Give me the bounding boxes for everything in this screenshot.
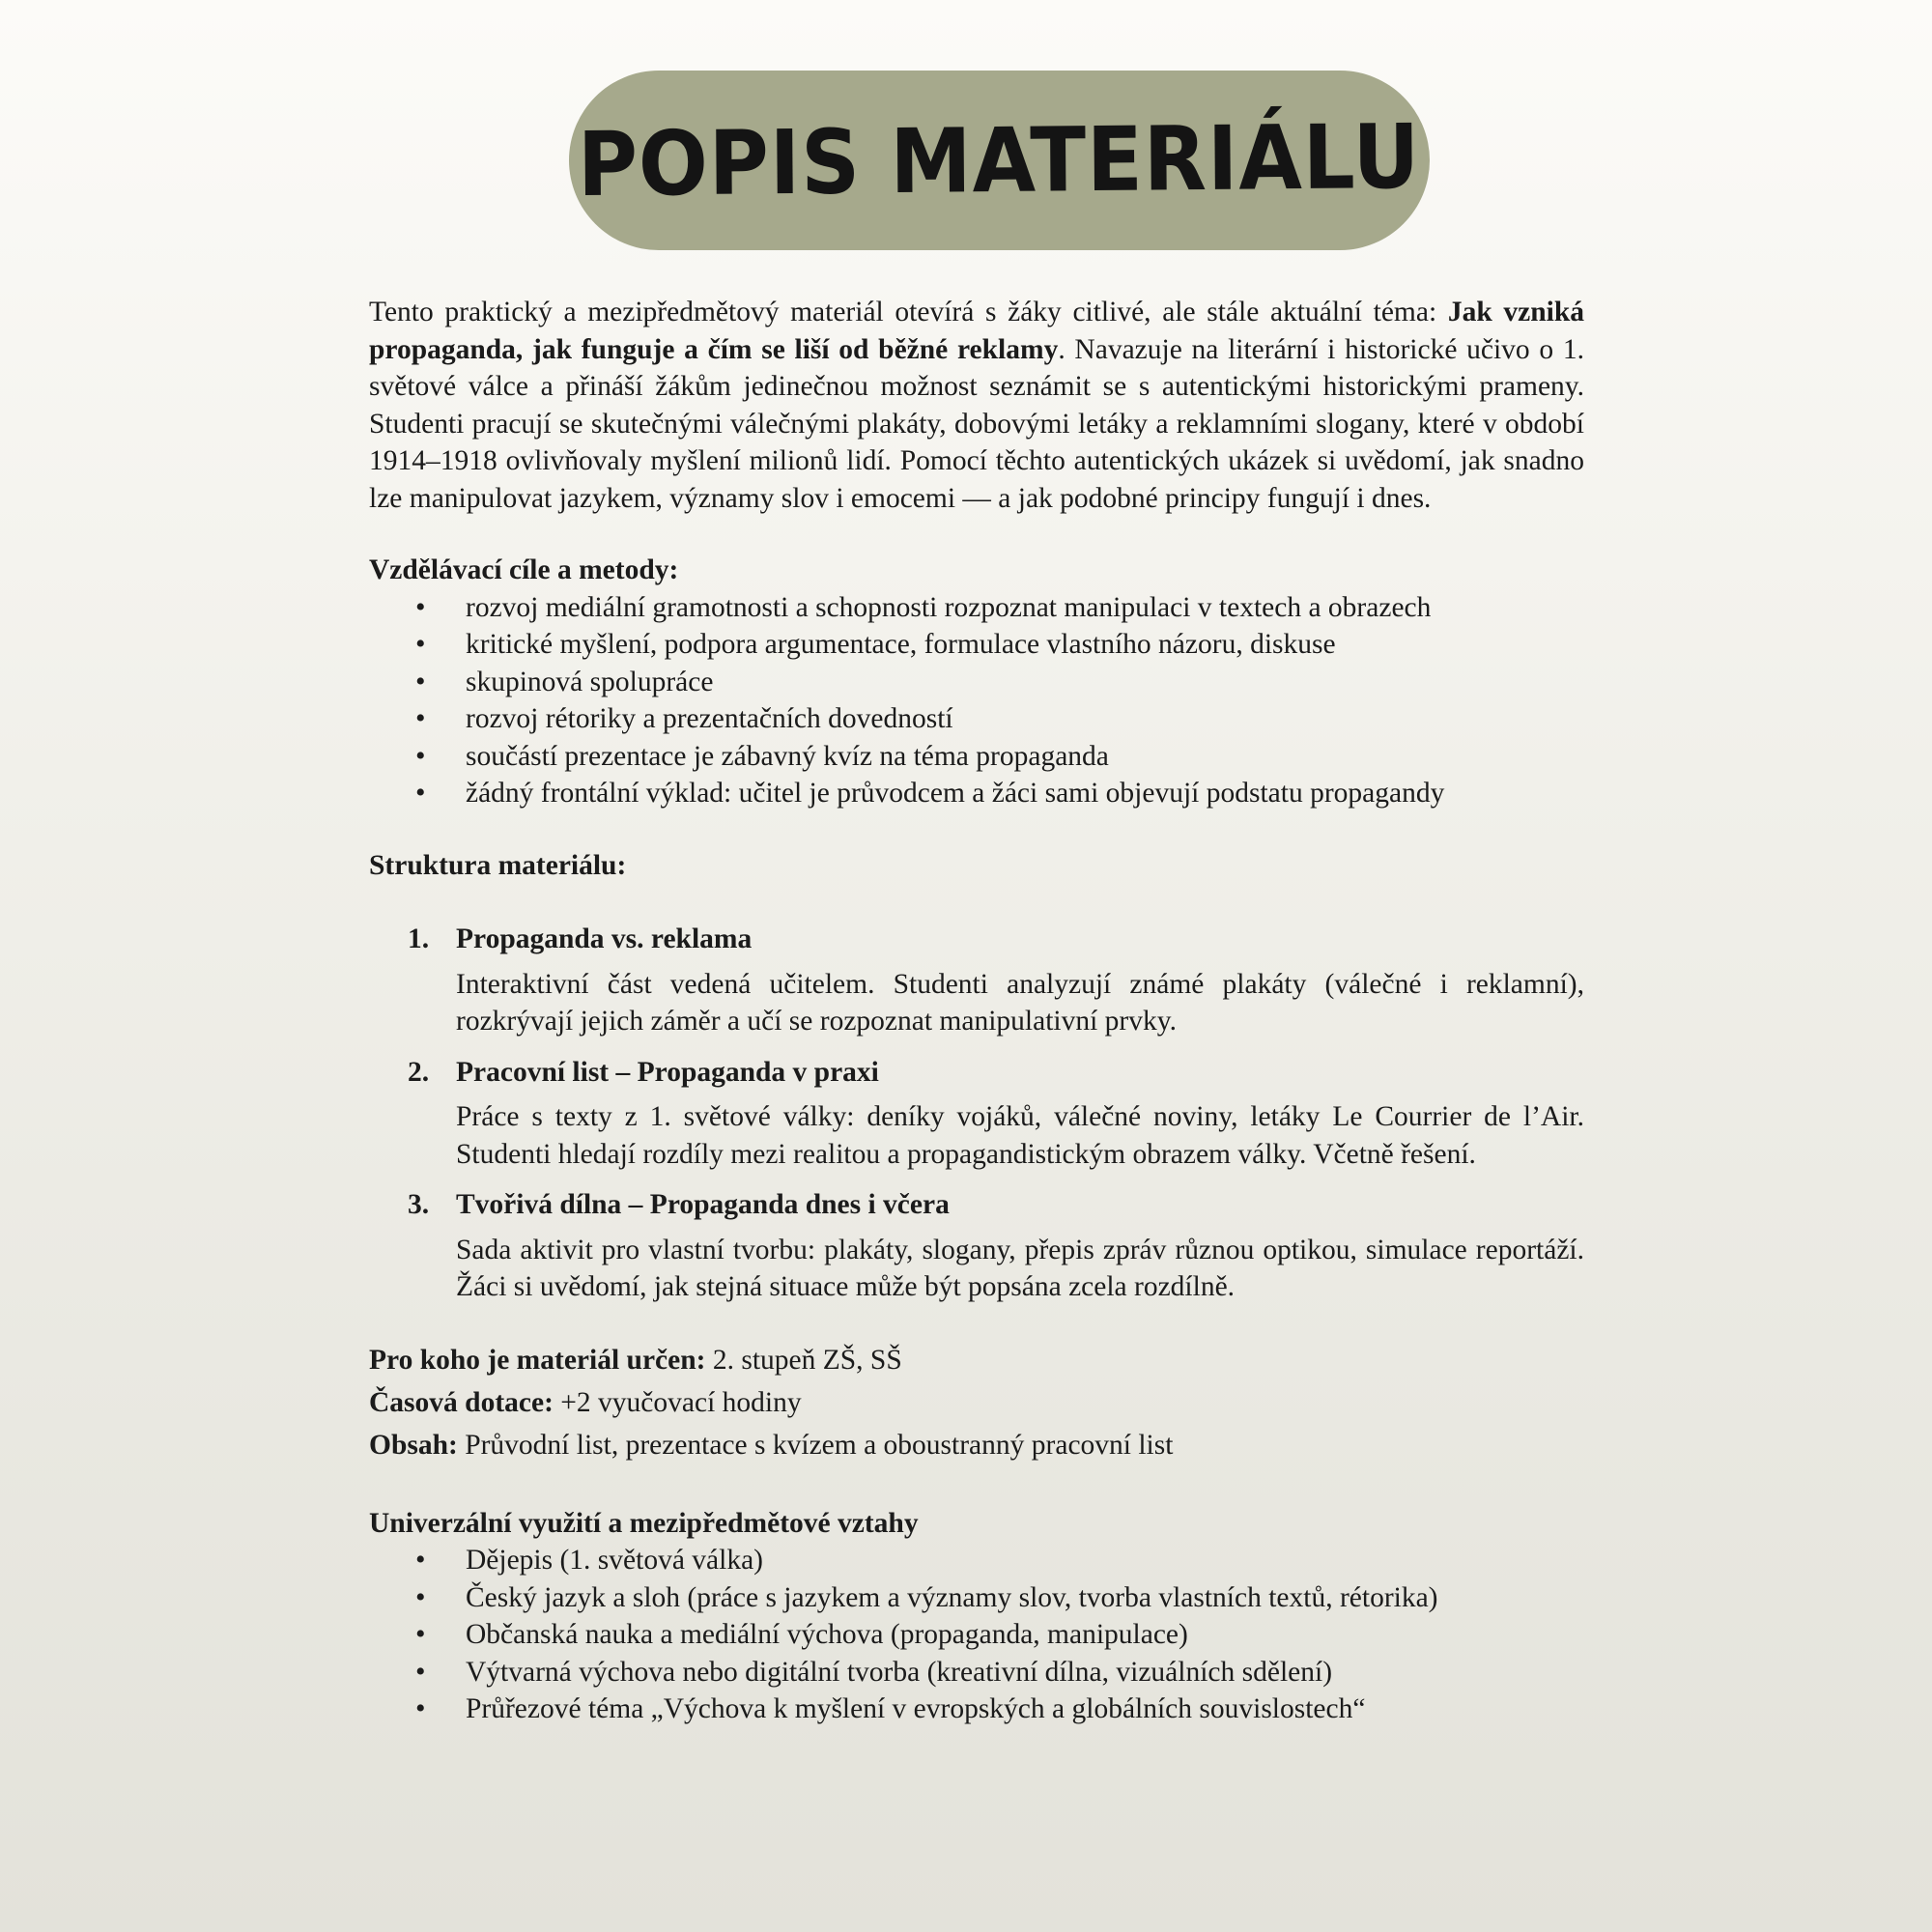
goals-list — [369, 589, 1584, 812]
content-value: Průvodní list, prezentace s kvízem a oboustranný pracovní list — [457, 1429, 1174, 1461]
list-item: • kritické myšlení, podpora argumentace, formulace vlastního názoru, diskuse — [466, 626, 1584, 664]
page-title: POPIS MATERIÁLU — [577, 104, 1422, 216]
item-description: Práce s texty z 1. světové války: deníky vojáků, válečné noviny, letáky Le Courrier de l’Air. Studenti hledají rozdíly mezi realitou a propagandistickým obrazem války. Včetně řešení. — [456, 1101, 1584, 1170]
intro-text-2: . Navazuje na literární i historické učivo o 1. světové válce a přináší žákům jedinečnou možnost seznámit se s autentickými historickými prameny. Studenti pracují se skutečnými válečnými plakáty, dobovými letáky a reklamními slogany, které v období 1914–1918 ovlivňovaly myšlení milionů lidí. Pomocí těchto autentických ukázek si uvědomí, jak snadno lze manipulovat jazykem, významy slov i emocemi — a jak podobné principy fungují i dnes. — [369, 333, 1584, 514]
item-description: Sada aktivit pro vlastní tvorbu: plakáty, slogany, přepis zpráv různou optikou, simulace reportáží. Žáci si uvědomí, jak stejná situace může být popsána zcela rozdílně. — [456, 1234, 1584, 1302]
document-body — [369, 294, 1584, 1728]
structure-list — [369, 921, 1584, 1306]
item-number: 3. — [408, 1189, 430, 1220]
time-line — [369, 1381, 1584, 1424]
item-number: 2. — [408, 1056, 430, 1088]
time-label: Časová dotace: — [369, 1386, 554, 1418]
list-item: • Výtvarná výchova nebo digitální tvorba (kreativní dílna, vizuálních sdělení) — [466, 1654, 1584, 1691]
material-meta — [369, 1339, 1584, 1466]
audience-value: 2. stupeň ZŠ, SŠ — [705, 1344, 902, 1376]
item-title: Propaganda vs. reklama — [456, 923, 753, 954]
list-item: • Průřezové téma „Výchova k myšlení v evropských a globálních souvislostech“ — [466, 1690, 1584, 1728]
structure-item — [408, 1054, 1584, 1174]
list-item: • rozvoj mediální gramotnosti a schopnosti rozpoznat manipulaci v textech a obrazech — [466, 589, 1584, 627]
item-number: 1. — [408, 923, 430, 954]
list-item: • žádný frontální výklad: učitel je průvodcem a žáci sami objevují podstatu propagandy — [466, 775, 1584, 812]
list-item: • skupinová spolupráce — [466, 664, 1584, 701]
intro-text-1: Tento praktický a mezipředmětový materiál otevírá s žáky citlivé, ale stále aktuální téma: — [369, 297, 1448, 327]
list-item: • Český jazyk a sloh (práce s jazykem a významy slov, tvorba vlastních textů, rétorika) — [466, 1579, 1584, 1617]
goals-heading: Vzdělávací cíle a metody: — [369, 554, 679, 585]
structure-item — [408, 1186, 1584, 1306]
list-item: • rozvoj rétoriky a prezentačních dovedností — [466, 700, 1584, 738]
title-banner — [569, 71, 1430, 250]
structure-item — [408, 921, 1584, 1040]
item-title: Tvořivá dílna – Propaganda dnes i včera — [456, 1189, 950, 1220]
item-description: Interaktivní část vedená učitelem. Studenti analyzují známé plakáty (válečné i reklamní), rozkrývají jejich záměr a učí se rozpoznat manipulativní prvky. — [456, 968, 1584, 1037]
list-item: • Občanská nauka a mediální výchova (propaganda, manipulace) — [466, 1616, 1584, 1654]
audience-line — [369, 1339, 1584, 1381]
intro-bold-text: Jak vzniká propaganda, jak funguje a čím se liší od běžné reklamy — [369, 297, 1584, 365]
content-line — [369, 1424, 1584, 1466]
content-label: Obsah: — [369, 1429, 458, 1461]
item-title: Pracovní list – Propaganda v praxi — [456, 1056, 879, 1088]
audience-label: Pro koho je materiál určen: — [369, 1344, 706, 1376]
time-value: +2 vyučovací hodiny — [553, 1386, 802, 1418]
uses-heading: Univerzální využití a mezipředmětové vztahy — [369, 1507, 919, 1539]
structure-heading: Struktura materiálu: — [369, 849, 627, 881]
list-item: • Dějepis (1. světová válka) — [466, 1542, 1584, 1579]
list-item: • součástí prezentace je zábavný kvíz na téma propaganda — [466, 738, 1584, 776]
uses-list — [369, 1542, 1584, 1728]
intro-paragraph — [369, 294, 1584, 517]
